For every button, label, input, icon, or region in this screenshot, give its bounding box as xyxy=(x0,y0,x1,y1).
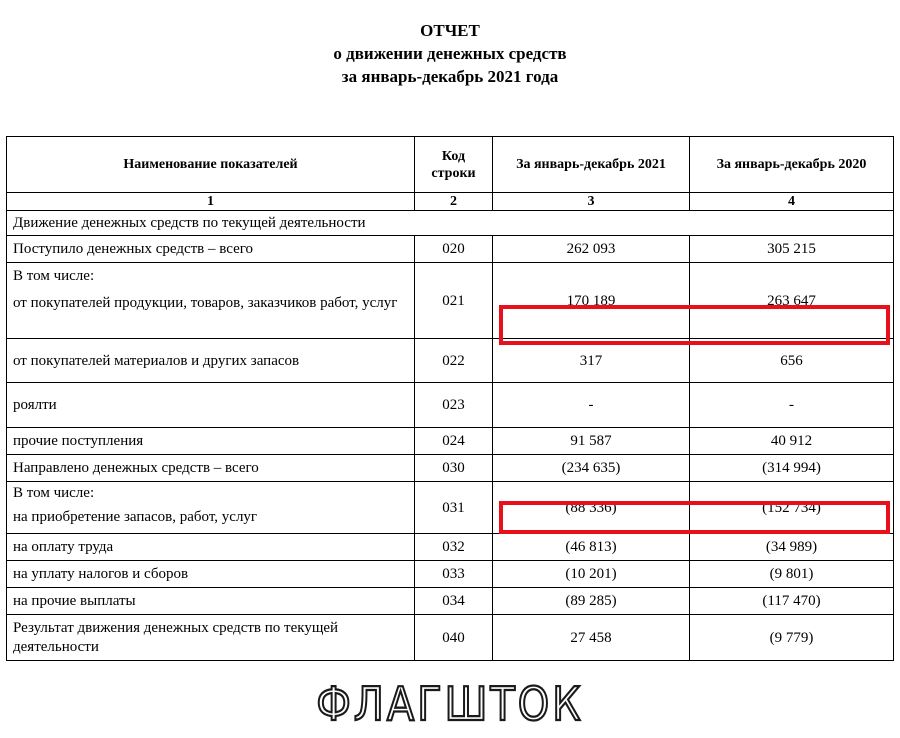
row-code: 032 xyxy=(415,534,493,561)
row-value-2021: 262 093 xyxy=(493,236,690,263)
row-name: на уплату налогов и сборов xyxy=(7,561,415,588)
row-code: 033 xyxy=(415,561,493,588)
report-subtitle: о движении денежных средств xyxy=(333,44,567,63)
table-row xyxy=(7,339,894,383)
row-value-2020: (314 994) xyxy=(690,455,894,482)
row-value-2020: 263 647 xyxy=(690,263,894,339)
row-name: роялти xyxy=(7,383,415,428)
row-name xyxy=(7,482,415,534)
row-value-2021: 91 587 xyxy=(493,428,690,455)
row-name: Результат движения денежных средств по текущей деятельности xyxy=(7,615,415,661)
row-value-2020: (9 779) xyxy=(690,615,894,661)
row-value-2020: (152 734) xyxy=(690,482,894,534)
row-value-2021: 317 xyxy=(493,339,690,383)
row-value-2020: 305 215 xyxy=(690,236,894,263)
table-row xyxy=(7,615,894,661)
row-name-detail: на приобретение запасов, работ, услуг xyxy=(13,509,258,525)
row-code: 031 xyxy=(415,482,493,534)
row-code: 021 xyxy=(415,263,493,339)
table-row xyxy=(7,428,894,455)
row-name: Направлено денежных средств – всего xyxy=(7,455,415,482)
col-number: 1 xyxy=(7,193,415,211)
watermark-logo: ФЛАГШТОК xyxy=(316,678,584,732)
section-row xyxy=(7,211,894,236)
row-name: от покупателей материалов и других запасов xyxy=(7,339,415,383)
highlight-box-row-031 xyxy=(499,501,890,534)
col-number: 4 xyxy=(690,193,894,211)
row-value-2020: 656 xyxy=(690,339,894,383)
col-number: 2 xyxy=(415,193,493,211)
row-value-2021: - xyxy=(493,383,690,428)
table-header-row xyxy=(7,137,894,193)
row-code: 023 xyxy=(415,383,493,428)
row-code: 040 xyxy=(415,615,493,661)
row-value-2020: 40 912 xyxy=(690,428,894,455)
row-value-2020: (117 470) xyxy=(690,588,894,615)
row-code: 030 xyxy=(415,455,493,482)
table-row xyxy=(7,588,894,615)
row-value-2021: (10 201) xyxy=(493,561,690,588)
row-value-2021: (88 336) xyxy=(493,482,690,534)
row-subheading: В том числе: xyxy=(13,268,95,284)
row-value-2021: 27 458 xyxy=(493,615,690,661)
table-row xyxy=(7,383,894,428)
row-value-2021: (234 635) xyxy=(493,455,690,482)
row-value-2021: 170 189 xyxy=(493,263,690,339)
table-row xyxy=(7,534,894,561)
row-name: прочие поступления xyxy=(7,428,415,455)
row-code: 020 xyxy=(415,236,493,263)
row-value-2021: (46 813) xyxy=(493,534,690,561)
highlight-box-row-021 xyxy=(499,305,890,345)
col-header-2020: За январь-декабрь 2020 xyxy=(690,137,894,193)
col-header-name: Наименование показателей xyxy=(7,137,415,193)
report-title: ОТЧЕТ xyxy=(420,21,480,40)
section-title: Движение денежных средств по текущей деятельности xyxy=(7,211,894,236)
row-code: 034 xyxy=(415,588,493,615)
row-name: на оплату труда xyxy=(7,534,415,561)
row-name: на прочие выплаты xyxy=(7,588,415,615)
row-value-2020: - xyxy=(690,383,894,428)
row-code: 024 xyxy=(415,428,493,455)
cash-flow-table xyxy=(6,136,894,661)
row-value-2020: (34 989) xyxy=(690,534,894,561)
col-header-2021: За январь-декабрь 2021 xyxy=(493,137,690,193)
report-period: за январь-декабрь 2021 года xyxy=(341,67,559,86)
row-code: 022 xyxy=(415,339,493,383)
table-row xyxy=(7,455,894,482)
row-name xyxy=(7,263,415,339)
column-number-row xyxy=(7,193,894,211)
row-name: Поступило денежных средств – всего xyxy=(7,236,415,263)
row-subheading: В том числе: xyxy=(13,485,95,501)
table-row xyxy=(7,236,894,263)
table-row xyxy=(7,561,894,588)
row-value-2021: (89 285) xyxy=(493,588,690,615)
col-number: 3 xyxy=(493,193,690,211)
row-value-2020: (9 801) xyxy=(690,561,894,588)
row-name-detail: от покупателей продукции, товаров, заказчиков работ, услуг xyxy=(13,295,398,311)
col-header-code: Код строки xyxy=(415,137,493,193)
